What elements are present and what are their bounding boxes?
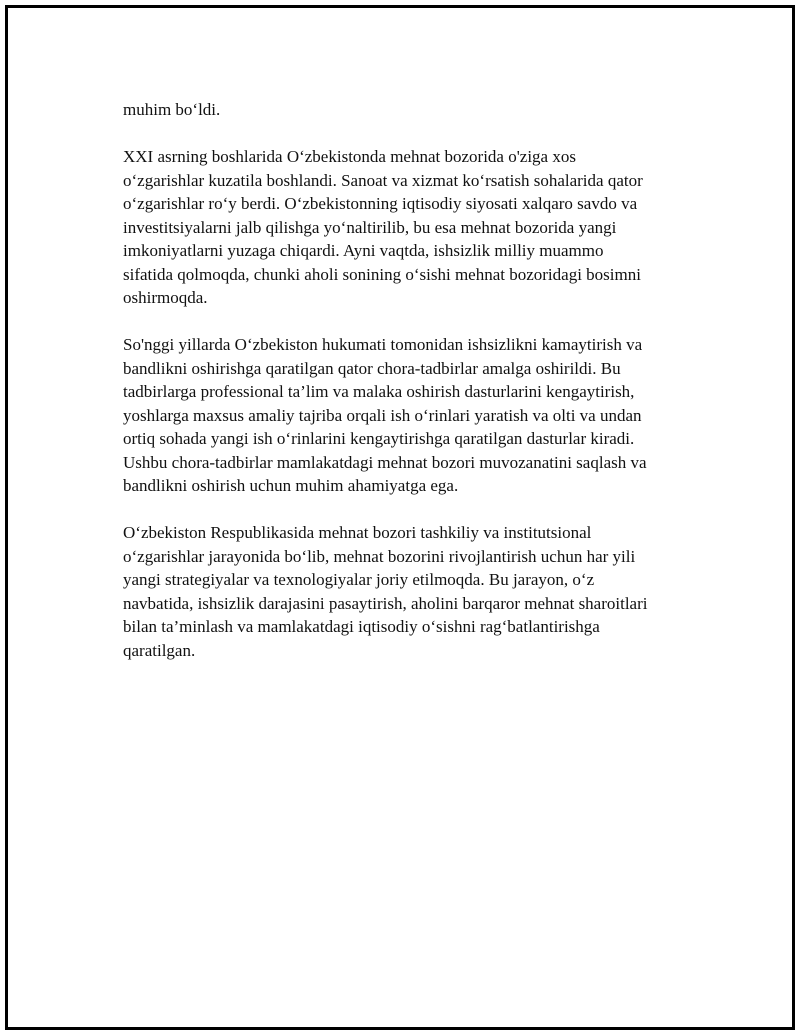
page-frame [5, 5, 795, 1030]
paragraph-government-measures: So'nggi yillarda O‘zbekiston hukumati tomonidan ishsizlikni kamaytirish va bandlikni oshirishga qaratilgan qator chora-tadbirlar amalga oshirildi. Bu tadbirlarga professional ta’lim va malaka oshirish dasturlarini kengaytirish, yoshlarga maxsus amaliy tajriba orqali ish o‘rinlari yaratish va olti va undan ortiq sohada yangi ish o‘rinlarini kengaytirishga qaratilgan dasturlar kiradi. Ushbu chora-tadbirlar mamlakatdagi mehnat bozori muvozanatini saqlash va bandlikni oshirish uchun muhim ahamiyatga ega. [123, 335, 647, 495]
paragraph-institutional-reforms: O‘zbekiston Respublikasida mehnat bozori tashkiliy va institutsional o‘zgarishlar jarayonida bo‘lib, mehnat bozorini rivojlantirish uchun har yili yangi strategiyalar va texnologiyalar joriy etilmoqda. Bu jarayon, o‘z navbatida, ishsizlik darajasini pasaytirish, aholini barqaror mehnat sharoitlari bilan ta’minlash va mamlakatdagi iqtisodiy o‘sishni rag‘batlantirishga qaratilgan. [123, 523, 648, 660]
paragraph-xxi-century-changes: XXI asrning boshlarida O‘zbekistonda mehnat bozorida o'ziga xos o‘zgarishlar kuzatila boshlandi. Sanoat va xizmat ko‘rsatish sohalarida qator o‘zgarishlar ro‘y berdi. O‘zbekistonning iqtisodiy siyosati xalqaro savdo va investitsiyalarni jalb qilishga yo‘naltirilib, bu esa mehnat bozorida yangi imkoniyatlarni yuzaga chiqardi. Ayni vaqtda, ishsizlik milliy muammo sifatida qolmoqda, chunki aholi sonining o‘sishi mehnat bozoridagi bosimni oshirmoqda. [123, 147, 643, 307]
paragraph-continuation: muhim bo‘ldi. [123, 100, 221, 119]
document-body [123, 98, 703, 686]
